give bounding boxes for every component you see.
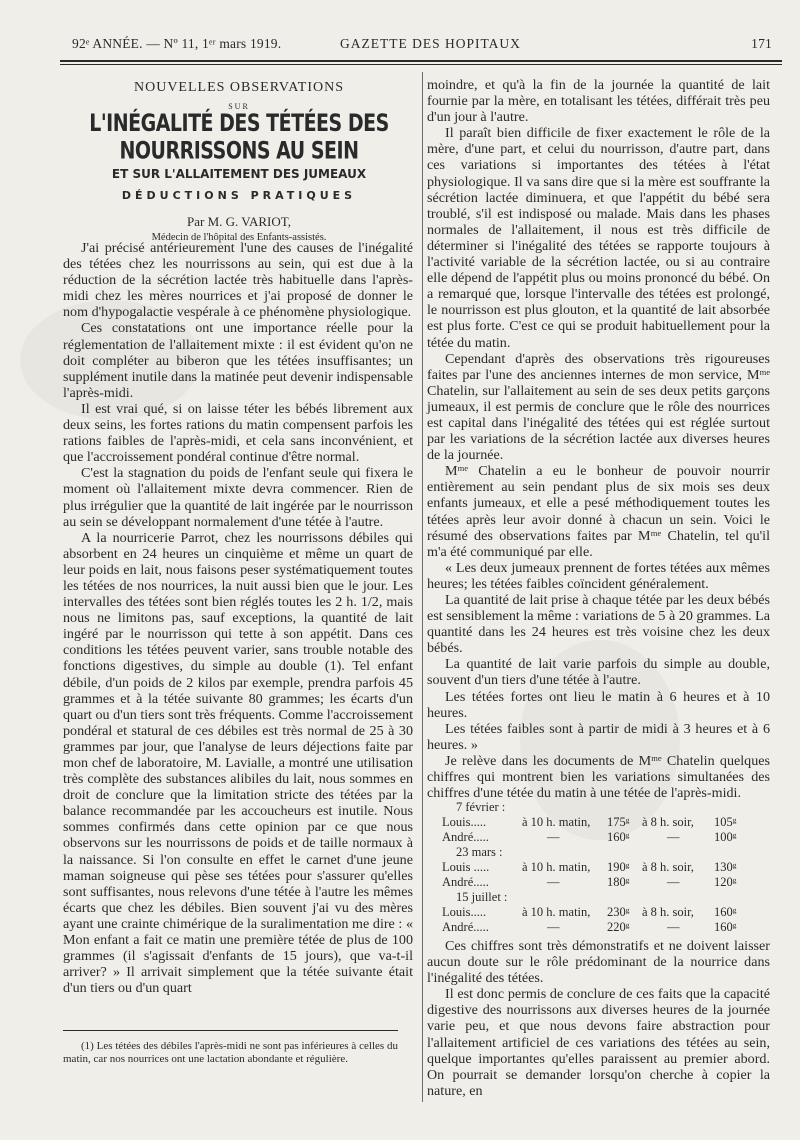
paragraph: moindre, et qu'à la fin de la journée la quantité de lait fournie par la mère, en totalisant les tétées, différait très peu d'un jour à l'autre. [427,77,770,126]
feeding-table [442,800,772,935]
paragraph: Il paraît bien difficile de fixer exactement le rôle de la mère, d'une part, et celui du nourrisson, d'autre part, dans ces variations si importantes des tétées à l'état physiologique. Il va sans dire que si la mère est souffrante la sécrétion lactée diminuera, et que l'appétit du bébé sera troublé, s'il est indisposé ou malade. Mais dans les phases normales de l'allaitement, il nous est très difficile de déterminer si l'inégalité des tétées se rapporte toujours à l'activité variable de la sécrétion lactée, ou si au contraire elle dépend de l'appétit plus ou moins prononcé du bébé. On a remarqué que, lorsque l'intervalle des tétées est prolongé, le nourrisson est plus glouton, et la quantité de lait absorbée est plus forte. C'est ce qui se produit habituellement pour la tétée du matin. [427,125,770,351]
article-title-block [63,80,415,243]
table-time: à 8 h. soir, [642,905,694,919]
paragraph: Les tétées fortes ont lieu le matin à 6 heures et à 10 heures. [427,688,770,721]
paragraph: Ces constatations ont une importance réelle pour la réglementation de l'allaitement mixte : il est évident qu'on ne doit compléter au biberon que les tétées insuffisantes; un supplément inutile dans la matinée peut devenir indispensable l'après-midi. [63,320,413,401]
table-row [442,860,772,875]
paragraph: La quantité de lait varie parfois du simple au double, souvent d'un tiers d'une tétée à l'autre. [427,656,770,689]
table-row [442,920,772,935]
left-column [63,240,413,996]
header-rule [60,60,782,62]
paragraph: A la nourricerie Parrot, chez les nourrissons débiles qui absorbent en 24 heures un cinquième et même un quart de leur poids en lait, nous faisons peser systématiquement toutes les tétées de nos nourrices, la nuit aussi bien que le jour. Les intervalles des tétées sont bien réglés toutes les 2 h. 1/2, mais nous ne limitons pas, sauf exceptions, la quantité de lait ingéré par le nourrisson qui tette à son appétit. Dans ces conditions les tétées peuvent varier, sans trouble notable des fonctions digestives, du simple au double (1). Tel enfant débile, d'un poids de 2 kilos par exemple, prendra parfois 45 grammes et à la tétée suivante 80 grammes; les écarts d'un quart ou d'un tiers sont très fréquents. Comme l'accroissement pondéral et statural de ces débiles est très normal de 25 à 30 grammes par jour, que l'analyse de leurs déjections faite par mon chef de laboratoire, M. Lavialle, a montré une utilisation très complète des substances alibiles du lait, nous sommes en droit de conclure que la limitation stricte des tétées par la balance recommandée par les accoucheurs est inutile. Nous sommes confirmés dans cette opinion par ce que nous observons sur les nourrissons de poids et de taille normaux à la naissance. Si l'on consulte en effet le carnet d'une jeune maman soigneuse qui pèse ses tétées pour s'assurer qu'elles sont suffisantes, nous relevons d'une tétée à l'autre les mêmes écarts que chez les débiles. Bien souvent j'ai vu des mères ayant une crainte chimérique de la suralimentation me dire : « Mon enfant a fait ce matin une première tétée de plus de 100 grammes (il s'agissait d'enfants de 15 jours), que va-t-il arriver? » Il arrivait simplement que la tétée suivante était d'un tiers ou d'un quart [63,529,413,997]
table-name: André..... [442,830,489,844]
table-time: à 10 h. matin, [522,815,591,829]
paragraph: Ces chiffres sont très démonstratifs et ne doivent laisser aucun doute sur le rôle prédominant de la nourrice dans l'inégalité des tétées. [427,938,770,987]
author: Par M. G. VARIOT, [186,214,291,229]
table-value: 105ᵍ [714,815,737,829]
title-line-4: ET SUR L'ALLAITEMENT DES JUMEAUX [111,167,367,181]
table-row [442,830,772,845]
table-date: 15 juillet : [456,890,508,904]
table-row [442,905,772,920]
title-line-1: NOUVELLES OBSERVATIONS [133,80,345,95]
title-line-2: SUR [228,102,250,111]
paragraph: Je relève dans les documents de Mᵐᵉ Chatelin quelques chiffres qui montrent bien les variations simultanées des chiffres d'une tétée du matin à une tétée de l'après-midi. [427,752,770,802]
table-time: à 8 h. soir, [642,860,694,874]
footnote [63,1040,398,1065]
table-time: — [547,920,560,934]
author-affiliation: Médecin de l'hôpital des Enfants-assistés. [151,232,327,243]
column-divider [422,72,423,1102]
table-value: 180ᵍ [607,875,630,889]
table-time: à 10 h. matin, [522,860,591,874]
table-name: André..... [442,920,489,934]
table-row [442,845,772,860]
table-row [442,890,772,905]
right-column-top [427,77,770,801]
table-name: Louis..... [442,815,487,829]
table-value: 220ᵍ [607,920,630,934]
table-value: 190ᵍ [607,860,630,874]
paragraph: J'ai précisé antérieurement l'une des causes de l'inégalité des tétées chez les nourrissons au sein, qui est due à la réduction de la sécrétion lactée très habituelle dans l'après-midi chez les mères nourrices et j'ai proposé de donner le nom d'hypogalactie vespérale à ce phénomène physiologique. [63,240,413,321]
paragraph: Les tétées faibles sont à partir de midi à 3 heures et à 6 heures. » [427,720,770,753]
table-value: 160ᵍ [607,830,630,844]
table-time: — [667,875,680,889]
article-main-title: L'INÉGALITÉ DES TÉTÉES DES NOURRISSONS AU SEIN [89,109,389,165]
table-time: à 10 h. matin, [522,905,591,919]
header-rule-thin [60,64,782,65]
paragraph: Cependant d'après des observations très rigoureuses faites par l'une des anciennes internes de mon service, Mᵐᵉ Chatelin, sur l'allaitement au sein de ses deux petits garçons jumeaux, il est permis de conclure que le rôle des nourrices est capital dans l'inégalité des tétées qui est réglée surtout par les variations de la sécrétion lactée aux diverses heures de la journée. [427,350,770,464]
table-value: 130ᵍ [714,860,737,874]
table-time: — [547,830,560,844]
table-time: à 8 h. soir, [642,815,694,829]
table-value: 120ᵍ [714,875,737,889]
table-row [442,800,772,815]
paragraph: Il est vrai qué, si on laisse téter les bébés librement aux deux seins, les fortes rations du matin compensent parfois les rations faibles de l'après-midi, et cela sans inconvénient, et que l'accroissement pondéral continue d'être normal. [63,400,413,466]
table-date: 7 février : [456,800,506,814]
table-name: Louis ..... [442,860,490,874]
paragraph: Il est donc permis de conclure de ces faits que la capacité digestive des nourrissons aux diverses heures de la journée varie peu, et que nous devons faire abstraction pour l'allaitement artificiel de ces variations des tétées au sein, quelque importantes qu'elles paraissent au premier abord. On pourrait se demander lorsqu'on cherche à copier la nature, en [427,986,770,1099]
paragraph: Mᵐᵉ Chatelin a eu le bonheur de pouvoir nourrir entièrement au sein pendant plus de six mois ses deux enfants jumeaux, et elle a pesé méthodiquement toutes les tétées après leur avoir donné à chacun un sein. Voici le résumé des observations faites par Mᵐᵉ Chatelin, tel qu'il m'a été communiqué par elle. [427,463,770,560]
table-value: 160ᵍ [714,905,737,919]
table-row [442,815,772,830]
paragraph: C'est la stagnation du poids de l'enfant seule qui fixera le moment où l'allaitement mixte devra commencer. Rien de plus irrégulier que la quantité de lait ingérée par le nourrisson au sein se développant normalement d'une tétée à l'autre. [63,465,413,530]
right-column-bottom [427,938,770,1099]
table-name: Louis..... [442,905,487,919]
page-number: 171 [751,36,772,51]
table-time: — [667,920,680,934]
footnote-text: (1) Les tétées des débiles l'après-midi ne sont pas inférieures à celles du matin, car nos nourrices ont une lactation abondante et régulière. [63,1040,398,1065]
page-header [72,36,772,58]
table-value: 175ᵍ [607,815,630,829]
issue-info: 92ᵉ ANNÉE. — Nº 11, 1ᵉʳ mars 1919. [72,36,282,51]
table-value: 100ᵍ [714,830,737,844]
table-time: — [667,830,680,844]
table-name: André..... [442,875,489,889]
table-date: 23 mars : [456,845,503,859]
journal-title: GAZETTE DES HOPITAUX [340,36,521,51]
table-value: 230ᵍ [607,905,630,919]
paragraph: La quantité de lait prise à chaque tétée par les deux bébés est sensiblement la même : variations de 5 à 20 grammes. La quantité dans les 24 heures est très voisine chez les deux bébés. [427,592,770,657]
paragraph: « Les deux jumeaux prennent de fortes tétées aux mêmes heures; les tétées faibles coïncident généralement. [427,559,770,592]
table-value: 160ᵍ [714,920,737,934]
title-line-5: DÉDUCTIONS PRATIQUES [121,189,357,202]
table-row [442,875,772,890]
table-time: — [547,875,560,889]
footnote-rule [63,1030,398,1031]
